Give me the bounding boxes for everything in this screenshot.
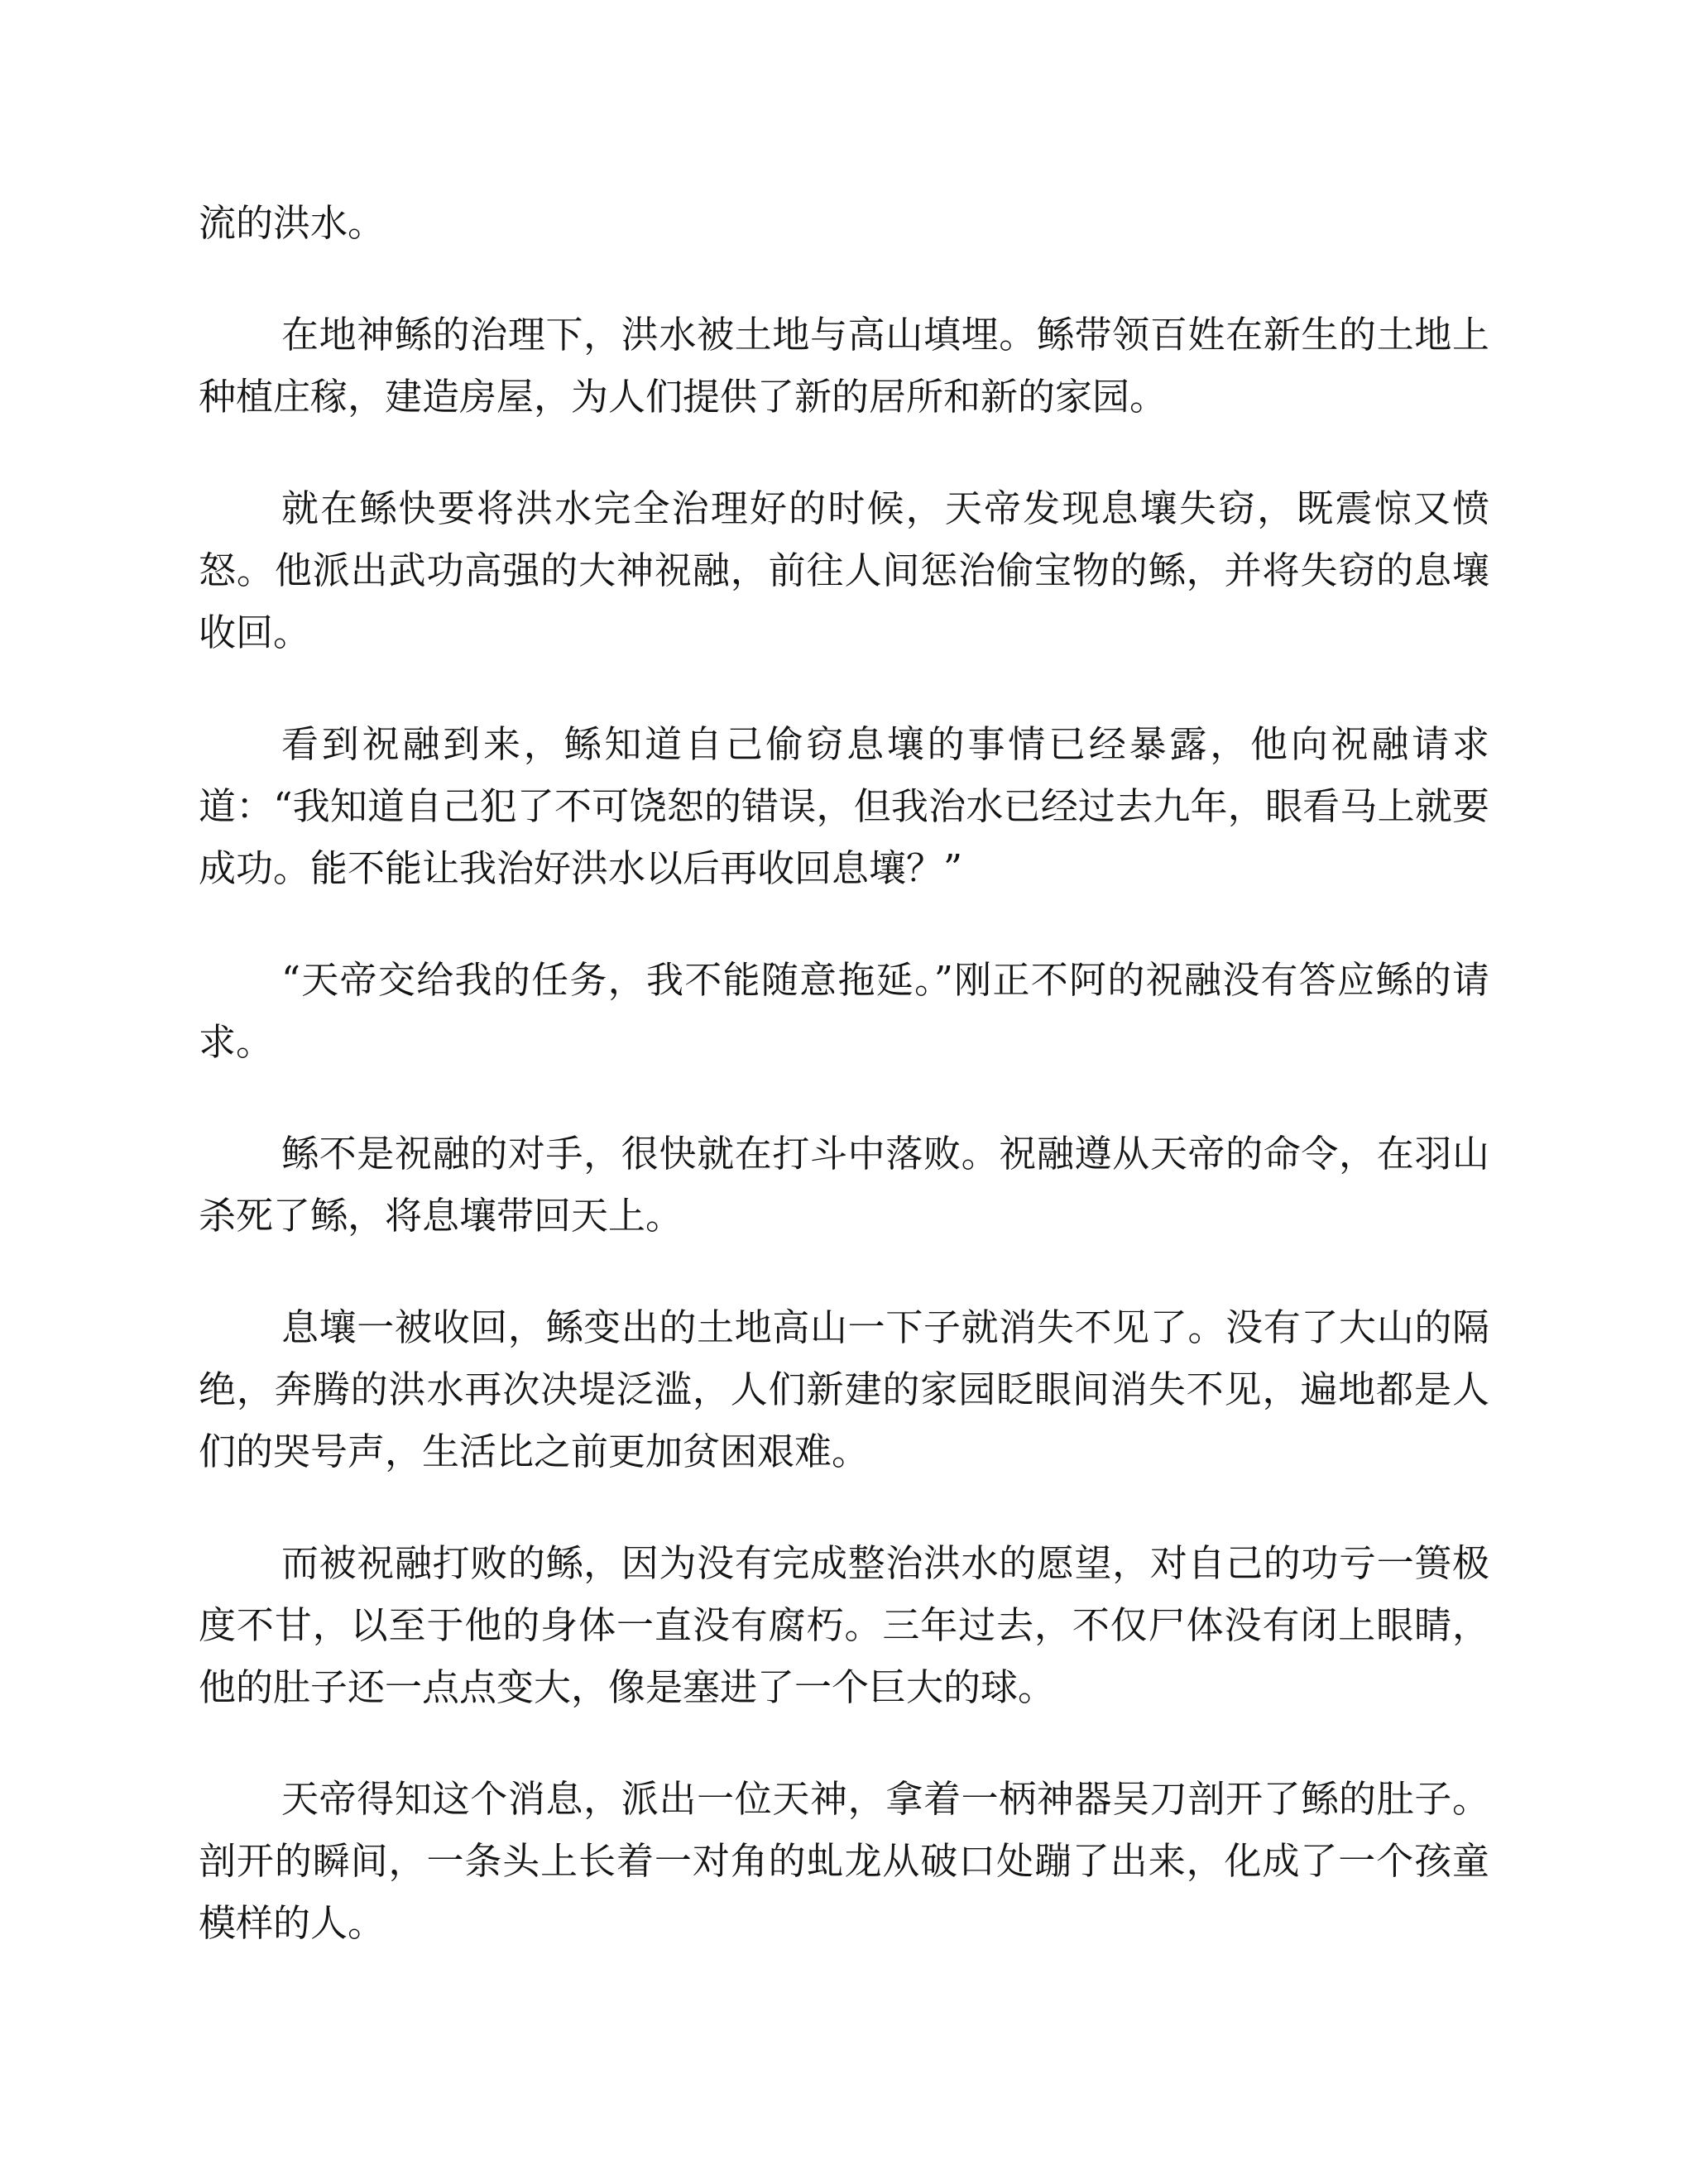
paragraph: 在地神鲧的治理下，洪水被土地与高山填埋。鲧带领百姓在新生的土地上种植庄稼，建造房屋，为人们提供了新的居所和新的家园。 xyxy=(199,313,1489,419)
paragraph: 就在鲧快要将洪水完全治理好的时候，天帝发现息壤失窃，既震惊又愤怒。他派出武功高强的大神祝融，前往人间惩治偷宝物的鲧，并将失窃的息壤收回。 xyxy=(199,486,1489,654)
paragraph: “天帝交给我的任务，我不能随意拖延。”刚正不阿的祝融没有答应鲧的请求。 xyxy=(199,958,1489,1064)
body-text xyxy=(199,192,1489,2004)
paragraph: 鲧不是祝融的对手，很快就在打斗中落败。祝融遵从天帝的命令，在羽山杀死了鲧，将息壤带回天上。 xyxy=(199,1132,1489,1238)
paragraph: 而被祝融打败的鲧，因为没有完成整治洪水的愿望，对自己的功亏一篑极度不甘，以至于他的身体一直没有腐朽。三年过去，不仅尸体没有闭上眼睛，他的肚子还一点点变大，像是塞进了一个巨大的球。 xyxy=(199,1541,1489,1709)
paragraph: 天帝得知这个消息，派出一位天神，拿着一柄神器吴刀剖开了鲧的肚子。剖开的瞬间，一条头上长着一对角的虬龙从破口处蹦了出来，化成了一个孩童模样的人。 xyxy=(199,1777,1489,1945)
paragraph: 看到祝融到来，鲧知道自己偷窃息壤的事情已经暴露，他向祝融请求道：“我知道自己犯了不可饶恕的错误，但我治水已经过去九年，眼看马上就要成功。能不能让我治好洪水以后再收回息壤？” xyxy=(199,722,1489,890)
paragraph-continued: 流的洪水。 xyxy=(199,201,386,245)
paragraph: 息壤一被收回，鲧变出的土地高山一下子就消失不见了。没有了大山的隔绝，奔腾的洪水再次决堤泛滥，人们新建的家园眨眼间消失不见，遍地都是人们的哭号声，生活比之前更加贫困艰难。 xyxy=(199,1305,1489,1473)
